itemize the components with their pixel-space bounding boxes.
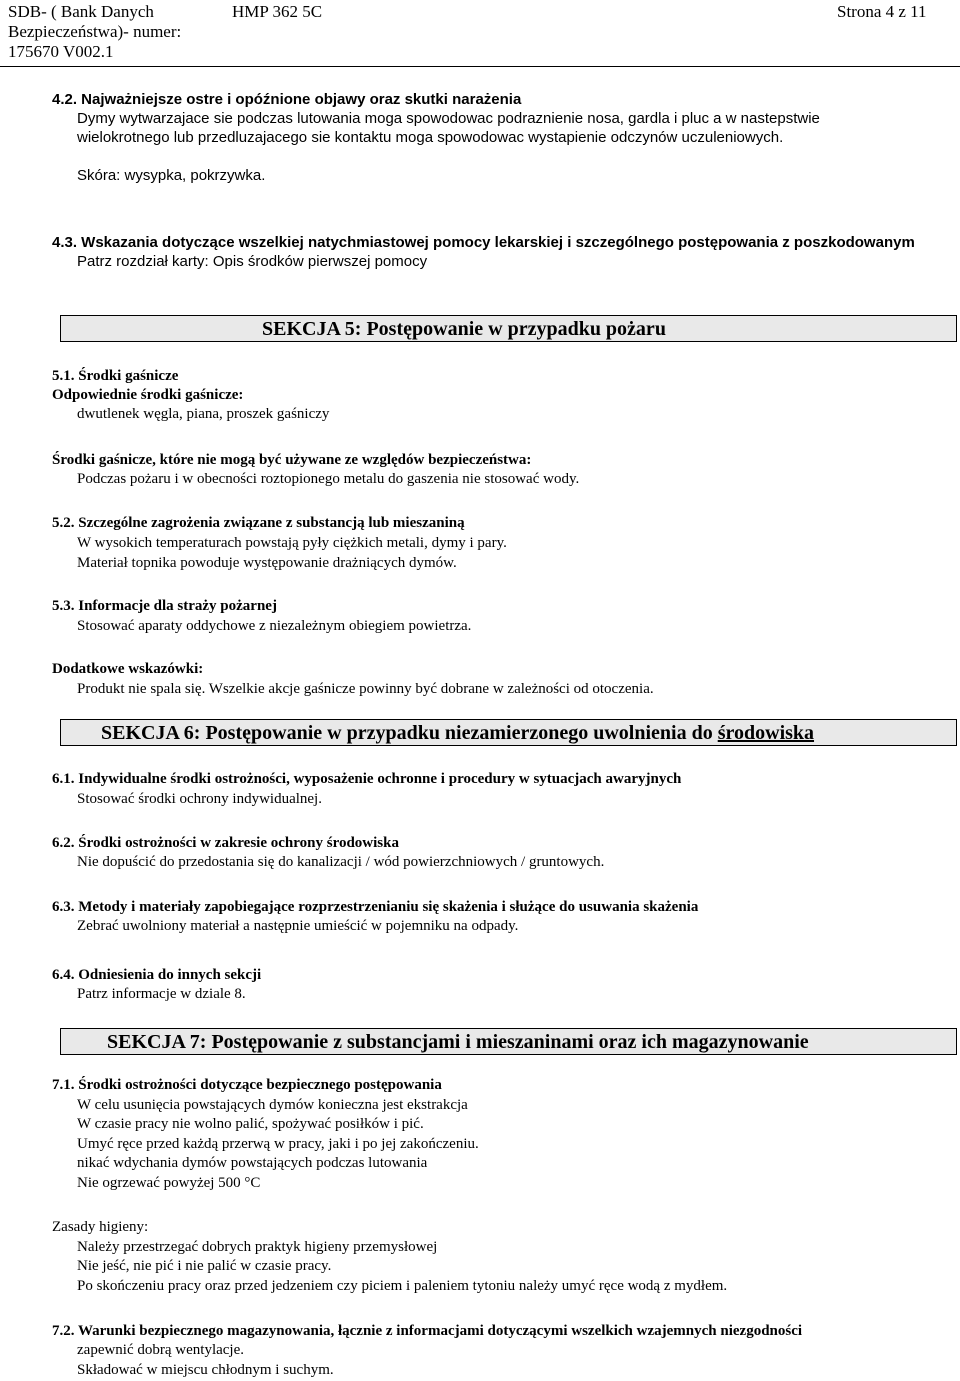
section-4-2-title: 4.2. Najważniejsze ostre i opóźnione objawy oraz skutki narażenia bbox=[52, 91, 522, 108]
hygiene-line: Po skończeniu pracy oraz przed jedzeniem czy piciem i paleniem tytoniu należy umyć ręce wodą z mydłem. bbox=[77, 1278, 728, 1294]
hygiene-label: Zasady higieny: bbox=[52, 1219, 149, 1235]
header-divider bbox=[0, 66, 960, 67]
section-6-2-title: 6.2. Środki ostrożności w zakresie ochrony środowiska bbox=[52, 835, 399, 851]
section-4-3-line: Patrz rozdział karty: Opis środków pierwszej pomocy bbox=[77, 253, 428, 270]
section-7-2-line: zapewnić dobrą wentylacje. bbox=[77, 1342, 244, 1358]
section-6-title-underlined: środowiska bbox=[717, 722, 815, 744]
section-4-2-line: wielokrotnego lub przedluzajacego sie kontaktu moga spowodowac wystapienie odczynów uczuleniowych. bbox=[77, 129, 784, 146]
additional-notes-label: Dodatkowe wskazówki: bbox=[52, 661, 204, 677]
section-7-1-line: Nie ogrzewać powyżej 500 °C bbox=[77, 1175, 261, 1191]
section-7-1-line: W celu usunięcia powstających dymów konieczna jest ekstrakcja bbox=[77, 1097, 468, 1113]
section-7-1-title: 7.1. Środki ostrożności dotyczące bezpiecznego postępowania bbox=[52, 1077, 442, 1093]
section-7-title: SEKCJA 7: Postępowanie z substancjami i mieszaninami oraz ich magazynowanie bbox=[107, 1031, 809, 1053]
suitable-media-label: Odpowiednie środki gaśnicze: bbox=[52, 387, 244, 403]
section-5-2-line: W wysokich temperaturach powstają pyły ciężkich metali, dymy i pary. bbox=[77, 535, 507, 551]
header-page-number: Strona 4 z 11 bbox=[837, 2, 927, 21]
section-5-1-title: 5.1. Środki gaśnicze bbox=[52, 368, 179, 384]
unsuitable-media-label: Środki gaśnicze, które nie mogą być używane ze względów bezpieczeństwa: bbox=[52, 452, 532, 468]
section-7-1-line: Umyć ręce przed każdą przerwą w pracy, jaki i po jej zakończeniu. bbox=[77, 1136, 479, 1152]
section-5-title: SEKCJA 5: Postępowanie w przypadku pożaru bbox=[262, 318, 666, 340]
section-4-3-title: 4.3. Wskazania dotyczące wszelkiej natychmiastowej pomocy lekarskiej i szczególnego postępowania z poszkodowanym bbox=[52, 234, 915, 251]
header-product-name: HMP 362 5C bbox=[232, 2, 323, 21]
section-6-2-line: Nie dopuścić do przedostania się do kanalizacji / wód powierzchniowych / gruntowych. bbox=[77, 854, 605, 870]
section-6-title bbox=[101, 721, 814, 745]
header-doc-version: 175670 V002.1 bbox=[8, 42, 114, 61]
unsuitable-media-text: Podczas pożaru i w obecności roztopionego metalu do gaszenia nie stosować wody. bbox=[77, 471, 580, 487]
section-5-2-line: Materiał topnika powoduje występowanie drażniących dymów. bbox=[77, 555, 457, 571]
section-6-3-title: 6.3. Metody i materiały zapobiegające rozprzestrzenianiu się skażenia i służące do usuwania skażenia bbox=[52, 899, 699, 915]
header-doc-subtitle: Bezpieczeństwa)- numer: bbox=[8, 22, 182, 41]
additional-notes-text: Produkt nie spala się. Wszelkie akcje gaśnicze powinny być dobrane w zależności od otoczenia. bbox=[77, 681, 654, 697]
suitable-media-text: dwutlenek węgla, piana, proszek gaśniczy bbox=[77, 406, 330, 422]
section-6-1-title: 6.1. Indywidualne środki ostrożności, wyposażenie ochronne i procedury w sytuacjach awaryjnych bbox=[52, 771, 682, 787]
section-5-2-title: 5.2. Szczególne zagrożenia związane z substancją lub mieszaniną bbox=[52, 515, 465, 531]
section-7-1-line: nikać wdychania dymów powstających podczas lutowania bbox=[77, 1155, 428, 1171]
hygiene-line: Należy przestrzegać dobrych praktyk higieny przemysłowej bbox=[77, 1239, 438, 1255]
section-6-title-text: SEKCJA 6: Postępowanie w przypadku niezamierzonego uwolnienia do bbox=[101, 722, 718, 744]
section-7-2-line: Składować w miejscu chłodnym i suchym. bbox=[77, 1362, 334, 1378]
section-4-2-line: Skóra: wysypka, pokrzywka. bbox=[77, 167, 266, 184]
section-4-2-line: Dymy wytwarzajace sie podczas lutowania moga spowodowac podraznienie nosa, gardla i pluc a w nastepstwie bbox=[77, 110, 820, 127]
section-5-3-line: Stosować aparaty oddychowe z niezależnym obiegiem powietrza. bbox=[77, 618, 472, 634]
section-6-4-title: 6.4. Odniesienia do innych sekcji bbox=[52, 967, 262, 983]
section-6-4-line: Patrz informacje w dziale 8. bbox=[77, 986, 246, 1002]
section-6-3-line: Zebrać uwolniony materiał a następnie umieścić w pojemniku na odpady. bbox=[77, 918, 519, 934]
hygiene-line: Nie jeść, nie pić i nie palić w czasie pracy. bbox=[77, 1258, 332, 1274]
section-7-2-title: 7.2. Warunki bezpiecznego magazynowania, łącznie z informacjami dotyczącymi wszelkich wzajemnych niezgodności bbox=[52, 1323, 803, 1339]
section-5-3-title: 5.3. Informacje dla straży pożarnej bbox=[52, 598, 277, 614]
header-doc-name: SDB- ( Bank Danych bbox=[8, 2, 154, 21]
section-6-1-line: Stosować środki ochrony indywidualnej. bbox=[77, 791, 322, 807]
section-7-1-line: W czasie pracy nie wolno palić, spożywać posiłków i pić. bbox=[77, 1116, 424, 1132]
